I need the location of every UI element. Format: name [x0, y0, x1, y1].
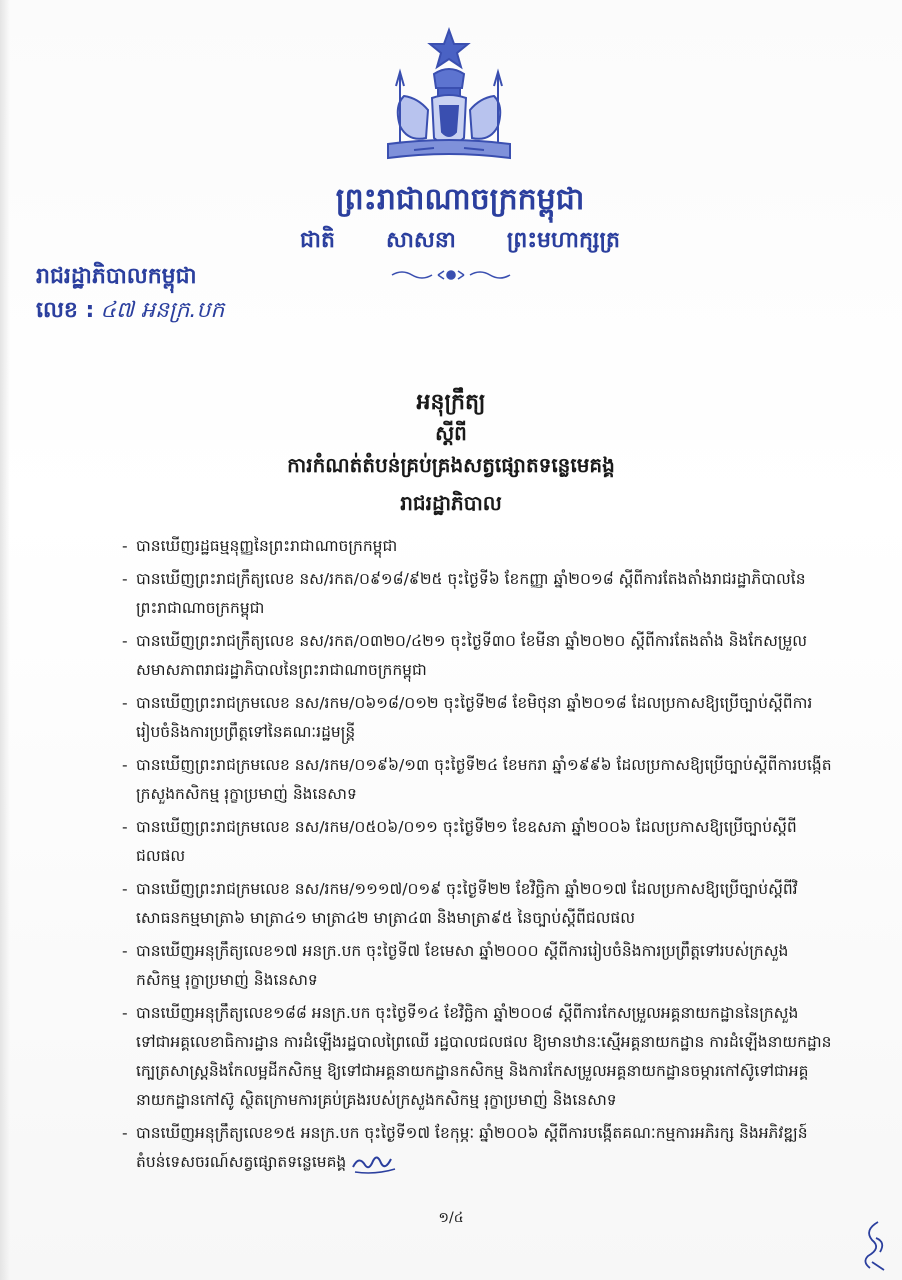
- motto-nation: ជាតិ: [300, 228, 335, 253]
- motto-religion: សាសនា: [385, 228, 456, 253]
- page-edge-shadow: [0, 0, 10, 1280]
- recital-item: - បានឃើញព្រះរាជក្រមលេខ នស/រកម/០៦១៨/០១២ ចុះថ្ងៃទី២៨ ខែមិថុនា ឆ្នាំ២០១៨ ដែលប្រកាសឱ្យប្រើច្បាប់ស្តីពីការរៀបចំនិងការប្រព្រឹត្តទៅនៃគណៈរដ្ឋមន្ត្រី: [122, 689, 832, 747]
- issuing-government: រាជរដ្ឋាភិបាលកម្ពុជា: [36, 264, 197, 289]
- recitals-list: [122, 532, 832, 1181]
- recital-item-last: [122, 1119, 832, 1177]
- recital-item: - បានឃើញព្រះរាជក្រឹត្យលេខ នស/រកត/០៩១៨/៩២៥ ចុះថ្ងៃទី៦ ខែកញ្ញា ឆ្នាំ២០១៨ ស្តីពីការតែងតាំងរាជរដ្ឋាភិបាលនៃព្រះរាជាណាចក្រកម្ពុជា: [122, 565, 832, 623]
- recital-item: - បានឃើញព្រះរាជក្រមលេខ នស/រកម/១១១៧/០១៩ ចុះថ្ងៃទី២២ ខែវិច្ឆិកា ឆ្នាំ២០១៧ ដែលប្រកាសឱ្យប្រើច្បាប់ស្តីពីវិសោធនកម្មមាត្រា៦ មាត្រា៤១ មាត្រា៤២ មាត្រា៤៣ និងមាត្រា៩៥ នៃច្បាប់ស្តីពីជលផល: [122, 875, 832, 933]
- document-about: ស្តីពី: [435, 421, 467, 445]
- recital-item: - បានឃើញរដ្ឋធម្មនុញ្ញនៃព្រះរាជាណាចក្រកម្ពុជា: [122, 532, 832, 561]
- page-number: ១/៤: [438, 1210, 464, 1226]
- national-motto: [300, 226, 620, 258]
- motto-king: ព្រះមហាក្សត្រ: [506, 228, 620, 253]
- recital-item: - បានឃើញព្រះរាជក្រមលេខ នស/រកម/០៥០៦/០១១ ចុះថ្ងៃទី២១ ខែឧសភា ឆ្នាំ២០០៦ ដែលប្រកាសឱ្យប្រើច្បាប់ស្តីពីជលផល: [122, 813, 832, 871]
- reference-number: [36, 296, 224, 328]
- recital-item: - បានឃើញអនុក្រឹត្យលេខ១៧ អនក្រ.បក ចុះថ្ងៃទី៧ ខែមេសា ឆ្នាំ២០០០ ស្តីពីការរៀបចំនិងការប្រព្រឹត្តទៅរបស់ក្រសួងកសិកម្ម រុក្ខាប្រមាញ់ និងនេសាទ: [122, 937, 832, 995]
- margin-signature-icon: [858, 1218, 892, 1274]
- document-issuer: រាជរដ្ឋាភិបាល: [400, 491, 502, 515]
- recital-item: - បានឃើញព្រះរាជក្រមលេខ នស/រកម/០១៩៦/១៣ ចុះថ្ងៃទី២៤ ខែមករា ឆ្នាំ១៩៩៦ ដែលប្រកាសឱ្យប្រើច្បាប់ស្តីពីការបង្កើតក្រសួងកសិកម្ម រុក្ខាប្រមាញ់ និងនេសាទ: [122, 751, 832, 809]
- royal-coat-of-arms-icon: [374, 26, 524, 176]
- decorative-divider-icon: [388, 268, 514, 282]
- recital-item-text: បានឃើញអនុក្រឹត្យលេខ១៥ អនក្រ.បក ចុះថ្ងៃទី១៧ ខែកុម្ភៈ ឆ្នាំ២០០៦ ស្តីពីការបង្កើតគណៈកម្មការអភិរក្ស និងអភិវឌ្ឍន៍តំបន់ទេសចរណ៍សត្វផ្សោតទន្លេមេគង្គ: [136, 1124, 808, 1171]
- reference-label: លេខ :: [36, 298, 95, 323]
- recital-item: - បានឃើញព្រះរាជក្រឹត្យលេខ នស/រកត/០៣២០/៤២១ ចុះថ្ងៃទី៣០ ខែមីនា ឆ្នាំ២០២០ ស្តីពីការតែងតាំង និងកែសម្រួលសមាសភាពរាជរដ្ឋាភិបាលនៃព្រះរាជាណាចក្រកម្ពុជា: [122, 627, 832, 685]
- reference-value: ៤៧ អនក្រ.បក: [100, 298, 225, 323]
- document-type: អនុក្រឹត្យ: [416, 390, 486, 415]
- kingdom-title: ព្រះរាជាណាចក្រកម្ពុជា: [335, 182, 585, 217]
- handwritten-initial-icon: [351, 1151, 397, 1175]
- document-subject: ការកំណត់តំបន់គ្រប់គ្រងសត្វផ្សោតទន្លេមេគង្គ: [287, 453, 615, 477]
- recital-item: - បានឃើញអនុក្រឹត្យលេខ១៨៨ អនក្រ.បក ចុះថ្ងៃទី១៤ ខែវិច្ឆិកា ឆ្នាំ២០០៨ ស្តីពីការកែសម្រួលអគ្គនាយកដ្ឋាននៃក្រសួងទៅជាអគ្គលេខាធិការដ្ឋាន ការដំឡើងរដ្ឋបាលព្រៃឈើ រដ្ឋបាលជលផល ឱ្យមានឋានៈស្មើអគ្គនាយកដ្ឋាន ការដំឡើងនាយកដ្ឋានក្បេត្រសាស្ត្រនិងកែលម្អដីកសិកម្ម ឱ្យទៅជាអគ្គនាយកដ្ឋានកសិកម្ម និងការកែសម្រួលអគ្គនាយកដ្ឋានចម្ការកៅស៊ូទៅជាអគ្គនាយកដ្ឋានកៅស៊ូ ស្ថិតក្រោមការគ្រប់គ្រងរបស់ក្រសួងកសិកម្ម រុក្ខាប្រមាញ់ និងនេសាទ: [122, 999, 832, 1115]
